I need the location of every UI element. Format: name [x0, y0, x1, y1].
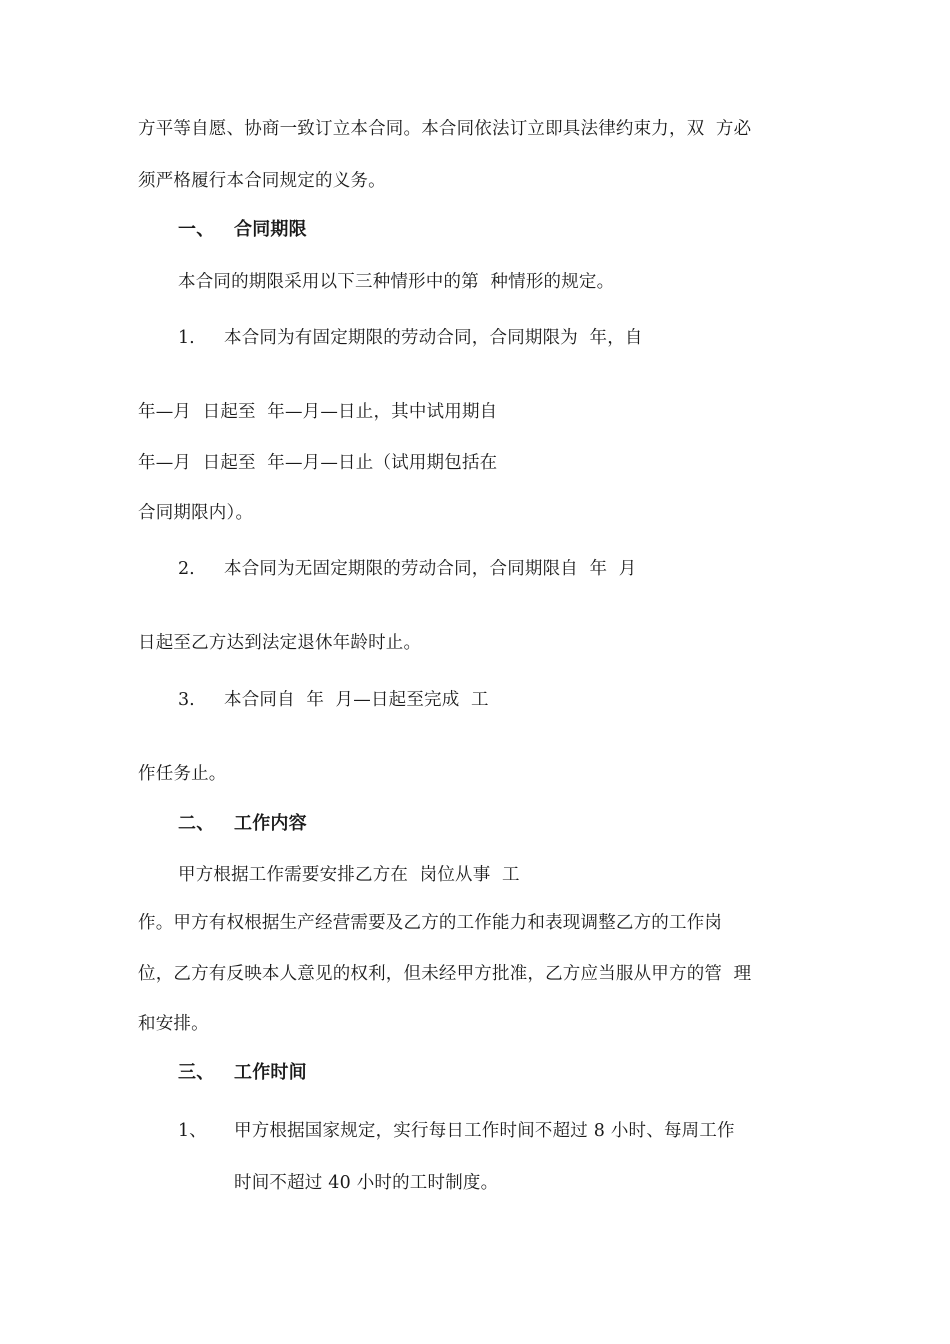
body-text-line: 合同期限内）。	[138, 503, 254, 523]
list-number: 2.	[178, 559, 195, 579]
body-text-line: 作任务止。	[138, 764, 227, 784]
body-text-line: 甲方根据工作需要安排乙方在 岗位从事 工	[178, 865, 520, 885]
list-item-text: 时间不超过 40 小时的工时制度。	[234, 1173, 499, 1193]
body-text-line: 本合同的期限采用以下三种情形中的第 种情形的规定。	[178, 272, 615, 292]
list-item-text: 本合同为有固定期限的劳动合同，合同期限为 年，自	[224, 328, 643, 348]
body-text-line: 和安排。	[138, 1014, 209, 1034]
body-text-line: 须严格履行本合同规定的义务。	[138, 171, 386, 191]
body-text-line: 位，乙方有反映本人意见的权利，但未经甲方批准，乙方应当服从甲方的管 理	[138, 964, 752, 984]
section-number: 三、	[178, 1062, 215, 1083]
list-number: 3.	[178, 690, 195, 710]
section-number: 二、	[178, 813, 215, 834]
list-number: 1、	[178, 1121, 207, 1141]
list-item-text: 本合同自 年 月—日起至完成 工	[224, 690, 489, 710]
section-heading: 工作内容	[234, 813, 307, 834]
section-number: 一、	[178, 219, 215, 240]
body-text-line: 年—月 日起至 年—月—日止，其中试用期自	[138, 402, 498, 422]
list-item-text: 本合同为无固定期限的劳动合同，合同期限自 年 月	[224, 559, 637, 579]
section-heading: 工作时间	[234, 1062, 307, 1083]
list-number: 1.	[178, 328, 195, 348]
body-text-line: 日起至乙方达到法定退休年龄时止。	[138, 633, 422, 653]
body-text-line: 方平等自愿、协商一致订立本合同。本合同依法订立即具法律约束力，双 方必	[138, 119, 752, 139]
section-heading: 合同期限	[234, 219, 307, 240]
body-text-line: 作。甲方有权根据生产经营需要及乙方的工作能力和表现调整乙方的工作岗	[138, 913, 723, 933]
list-item-text: 甲方根据国家规定，实行每日工作时间不超过 8 小时、每周工作	[234, 1121, 735, 1141]
body-text-line: 年—月 日起至 年—月—日止（试用期包括在	[138, 453, 498, 473]
